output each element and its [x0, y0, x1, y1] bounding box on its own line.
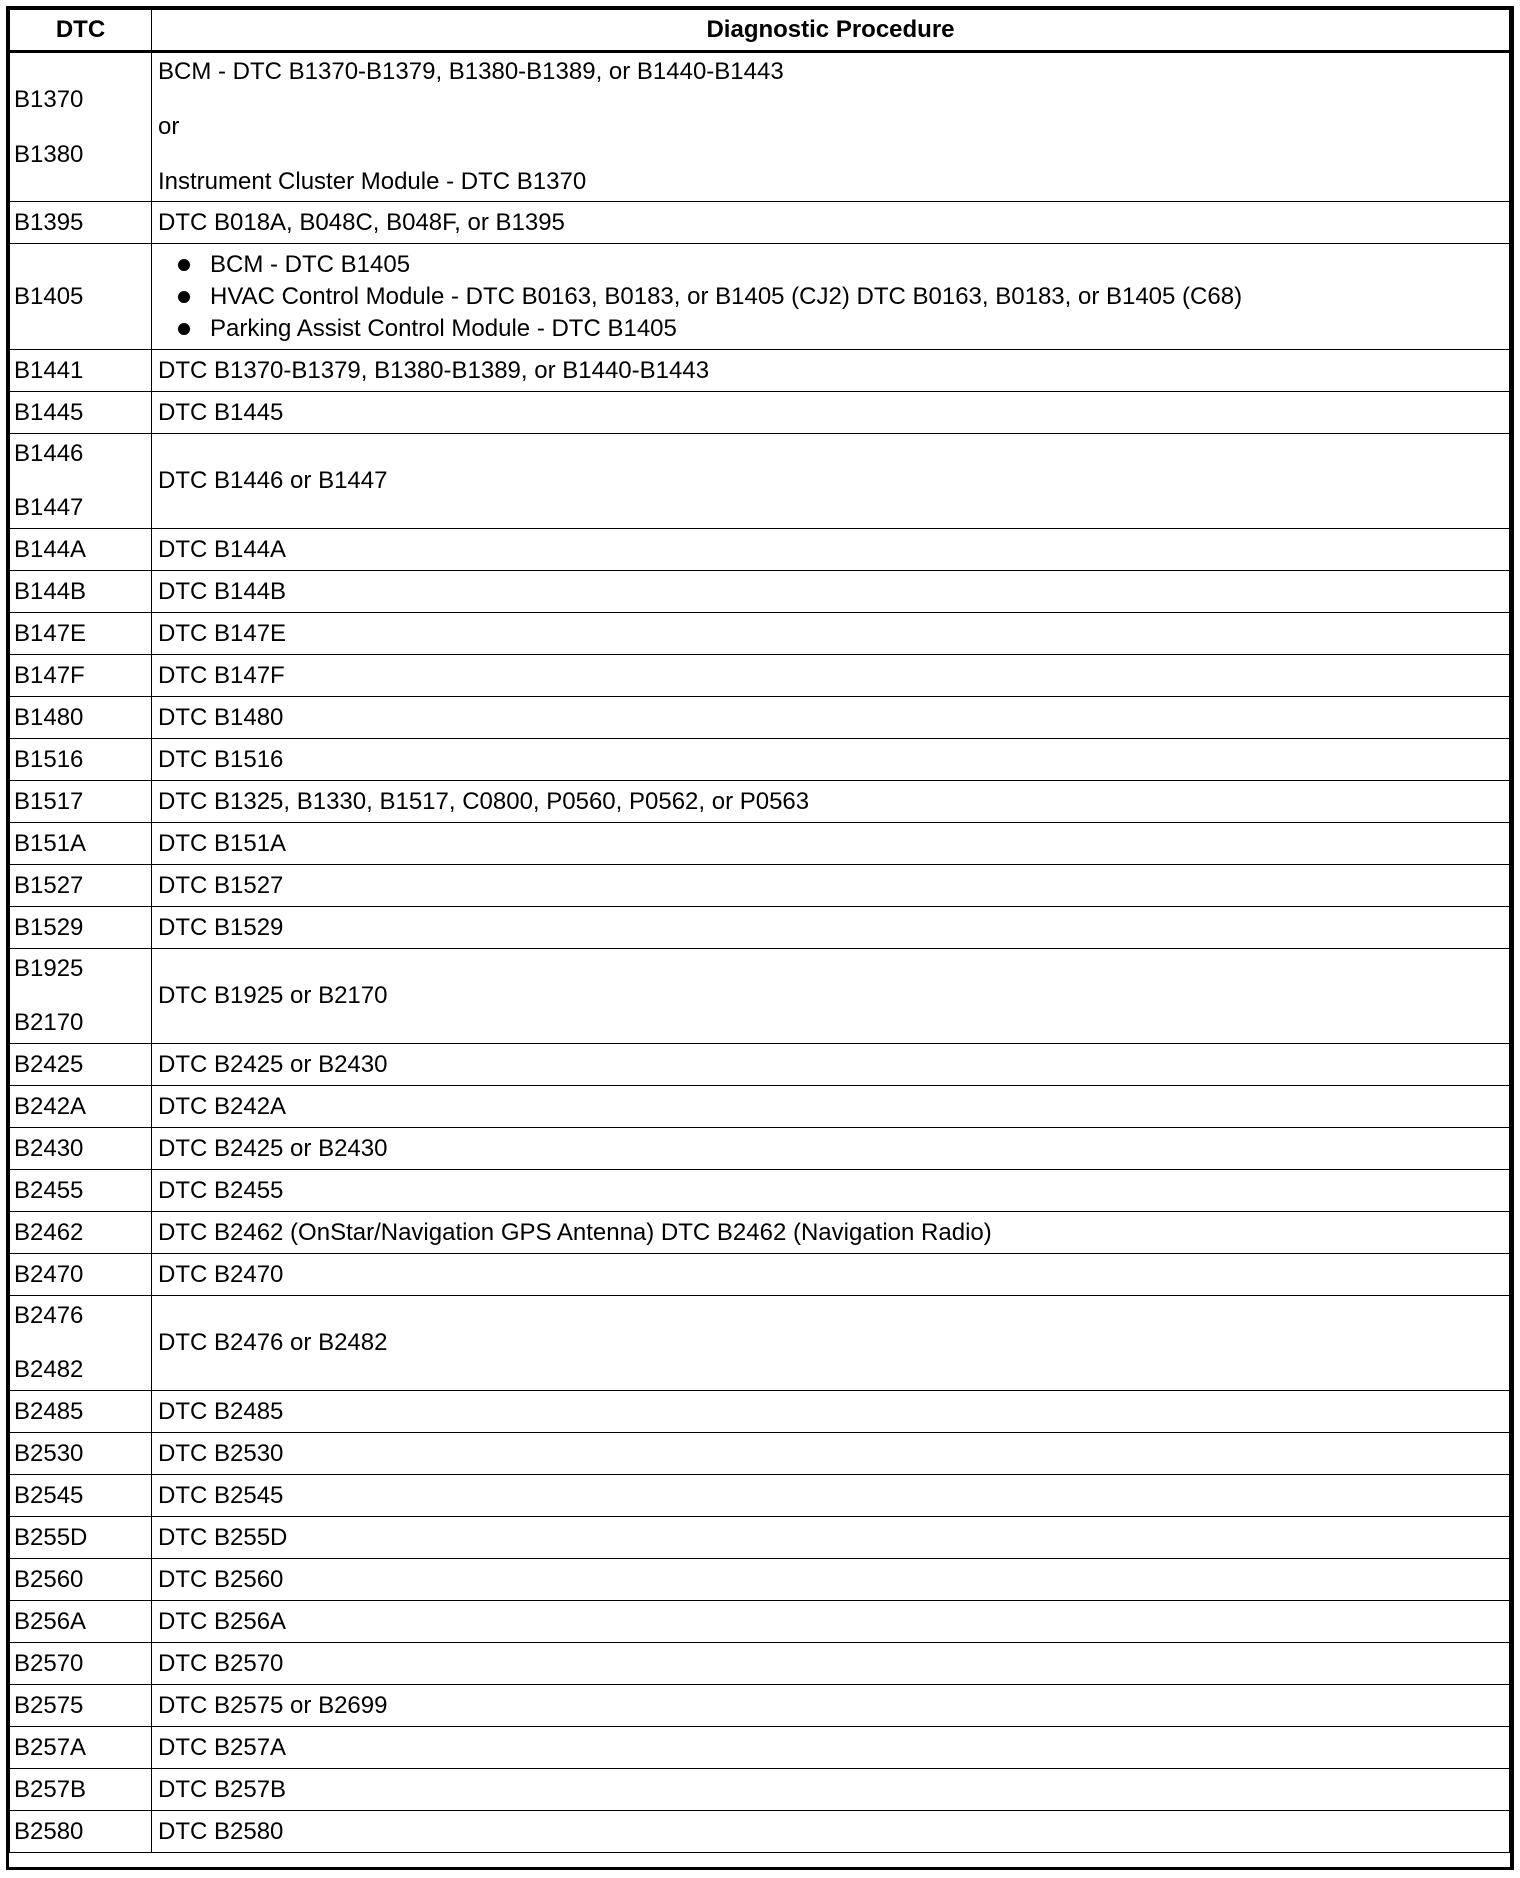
procedure-text: DTC B1480	[158, 703, 284, 731]
diagnostic-procedure-cell	[152, 1475, 1510, 1517]
dtc-code: B1445	[14, 398, 84, 426]
diagnostic-procedure-cell	[152, 1296, 1510, 1391]
procedure-text: DTC B242A	[158, 1092, 287, 1120]
dtc-code-cell	[10, 392, 152, 434]
table-row	[10, 907, 1510, 949]
procedure-text: DTC B2580	[158, 1817, 284, 1845]
dtc-code: B1405	[14, 282, 84, 310]
dtc-code: B1441	[14, 356, 84, 384]
dtc-code-cell	[10, 1128, 152, 1170]
dtc-code-cell	[10, 202, 152, 244]
procedure-text: DTC B2470	[158, 1260, 284, 1288]
table-row	[10, 1601, 1510, 1643]
dtc-code: B147F	[14, 661, 85, 689]
procedure-bullet-item: BCM - DTC B1405	[158, 249, 1503, 281]
table-row	[10, 1254, 1510, 1296]
dtc-code: B1395	[14, 208, 84, 236]
diagnostic-procedure-cell	[152, 655, 1510, 697]
table-row	[10, 1433, 1510, 1475]
dtc-table-page	[6, 6, 1514, 1870]
table-row	[10, 781, 1510, 823]
procedure-text: DTC B1370-B1379, B1380-B1389, or B1440-B1443	[158, 356, 710, 384]
dtc-code-cell	[10, 1254, 152, 1296]
dtc-code-cell	[10, 697, 152, 739]
dtc-procedure-table	[9, 9, 1510, 1853]
dtc-code-cell	[10, 613, 152, 655]
diagnostic-procedure-cell	[152, 1601, 1510, 1643]
diagnostic-procedure-cell	[152, 697, 1510, 739]
procedure-text: DTC B018A, B048C, B048F, or B1395	[158, 208, 565, 236]
table-row	[10, 1727, 1510, 1769]
diagnostic-procedure-cell	[152, 907, 1510, 949]
dtc-code-cell	[10, 529, 152, 571]
dtc-code: B2425	[14, 1050, 84, 1078]
diagnostic-procedure-cell	[152, 739, 1510, 781]
dtc-code: B1516	[14, 745, 84, 773]
diagnostic-procedure-cell	[152, 1044, 1510, 1086]
table-row	[10, 1643, 1510, 1685]
diagnostic-procedure-cell	[152, 244, 1510, 350]
header-diagnostic-procedure: Diagnostic Procedure	[152, 10, 1510, 52]
procedure-text: DTC B255D	[158, 1523, 288, 1551]
procedure-text: DTC B1527	[158, 871, 284, 899]
dtc-code: B144A	[14, 535, 87, 563]
header-dtc: DTC	[10, 10, 152, 52]
dtc-code: B2470	[14, 1260, 84, 1288]
dtc-code-cell	[10, 1559, 152, 1601]
dtc-code: B2575	[14, 1691, 84, 1719]
table-row	[10, 1685, 1510, 1727]
dtc-code-cell	[10, 434, 152, 529]
diagnostic-procedure-cell	[152, 1685, 1510, 1727]
dtc-code: B2170	[14, 1009, 84, 1036]
diagnostic-procedure-cell	[152, 1517, 1510, 1559]
procedure-text: DTC B1925 or B2170	[158, 982, 388, 1009]
dtc-code: B1380	[14, 140, 84, 168]
dtc-code: B147E	[14, 619, 87, 647]
table-row	[10, 1391, 1510, 1433]
dtc-code: B2455	[14, 1176, 84, 1204]
dtc-code-cell	[10, 52, 152, 202]
dtc-code-cell	[10, 1086, 152, 1128]
procedure-text: DTC B2425 or B2430	[158, 1050, 388, 1078]
diagnostic-procedure-cell	[152, 613, 1510, 655]
diagnostic-procedure-cell	[152, 52, 1510, 202]
procedure-text: DTC B1516	[158, 745, 284, 773]
dtc-code: B1480	[14, 703, 84, 731]
procedure-text: Instrument Cluster Module - DTC B1370	[158, 168, 587, 195]
dtc-code-cell	[10, 739, 152, 781]
dtc-code-cell	[10, 1685, 152, 1727]
table-row	[10, 1517, 1510, 1559]
dtc-code-cell	[10, 1433, 152, 1475]
dtc-code-cell	[10, 1044, 152, 1086]
dtc-code-cell	[10, 1170, 152, 1212]
procedure-text: DTC B2425 or B2430	[158, 1134, 388, 1162]
dtc-code: B2482	[14, 1356, 84, 1383]
dtc-code: B257B	[14, 1775, 87, 1803]
table-row	[10, 1086, 1510, 1128]
dtc-code: B2476	[14, 1302, 84, 1329]
diagnostic-procedure-cell	[152, 1559, 1510, 1601]
dtc-code: B255D	[14, 1523, 88, 1551]
dtc-code: B2545	[14, 1481, 84, 1509]
diagnostic-procedure-cell	[152, 392, 1510, 434]
diagnostic-procedure-cell	[152, 350, 1510, 392]
diagnostic-procedure-cell	[152, 1727, 1510, 1769]
table-row	[10, 1475, 1510, 1517]
diagnostic-procedure-cell	[152, 1769, 1510, 1811]
table-header-row	[10, 10, 1510, 52]
dtc-code: B2462	[14, 1218, 84, 1246]
dtc-code-cell	[10, 1601, 152, 1643]
dtc-code: B1517	[14, 787, 84, 815]
dtc-code: B1447	[14, 494, 84, 521]
dtc-code-cell	[10, 865, 152, 907]
dtc-code-cell	[10, 907, 152, 949]
diagnostic-procedure-cell	[152, 434, 1510, 529]
dtc-code: B1370	[14, 85, 84, 113]
dtc-code: B256A	[14, 1607, 87, 1635]
table-row	[10, 1811, 1510, 1853]
dtc-code: B2570	[14, 1649, 84, 1677]
table-row	[10, 1212, 1510, 1254]
table-row	[10, 434, 1510, 529]
procedure-text: DTC B2575 or B2699	[158, 1691, 388, 1719]
table-row	[10, 244, 1510, 350]
procedure-text: BCM - DTC B1370-B1379, B1380-B1389, or B1440-B1443	[158, 58, 784, 85]
dtc-code: B1529	[14, 913, 84, 941]
procedure-text: DTC B144A	[158, 535, 287, 563]
table-row	[10, 949, 1510, 1044]
table-row	[10, 1559, 1510, 1601]
diagnostic-procedure-cell	[152, 949, 1510, 1044]
dtc-code: B2530	[14, 1439, 84, 1467]
procedure-text: DTC B1446 or B1447	[158, 467, 388, 494]
dtc-code-cell	[10, 1811, 152, 1853]
table-row	[10, 202, 1510, 244]
table-row	[10, 571, 1510, 613]
dtc-code-cell	[10, 1727, 152, 1769]
dtc-code: B144B	[14, 577, 87, 605]
diagnostic-procedure-cell	[152, 1643, 1510, 1685]
dtc-code: B1446	[14, 440, 84, 467]
dtc-code-cell	[10, 1212, 152, 1254]
table-row	[10, 823, 1510, 865]
dtc-code: B1925	[14, 955, 84, 982]
procedure-bullet-item: HVAC Control Module - DTC B0163, B0183, or B1405 (CJ2) DTC B0163, B0183, or B1405 (C68)	[158, 281, 1503, 313]
procedure-text: DTC B2455	[158, 1176, 284, 1204]
table-row	[10, 1044, 1510, 1086]
dtc-code-cell	[10, 1769, 152, 1811]
diagnostic-procedure-cell	[152, 1086, 1510, 1128]
procedure-text: DTC B147E	[158, 619, 287, 647]
dtc-code: B2430	[14, 1134, 84, 1162]
procedure-text: DTC B2560	[158, 1565, 284, 1593]
procedure-text: DTC B2462 (OnStar/Navigation GPS Antenna) DTC B2462 (Navigation Radio)	[158, 1218, 992, 1246]
diagnostic-procedure-cell	[152, 1811, 1510, 1853]
dtc-code: B2580	[14, 1817, 84, 1845]
procedure-text: DTC B1529	[158, 913, 284, 941]
diagnostic-procedure-cell	[152, 1433, 1510, 1475]
dtc-code-cell	[10, 244, 152, 350]
table-row	[10, 529, 1510, 571]
table-row	[10, 1128, 1510, 1170]
procedure-text: DTC B257B	[158, 1775, 287, 1803]
procedure-text: DTC B2476 or B2482	[158, 1329, 388, 1356]
dtc-code: B257A	[14, 1733, 87, 1761]
diagnostic-procedure-cell	[152, 1212, 1510, 1254]
table-row	[10, 739, 1510, 781]
diagnostic-procedure-cell	[152, 1391, 1510, 1433]
procedure-text: DTC B1325, B1330, B1517, C0800, P0560, P0562, or P0563	[158, 787, 810, 815]
table-row	[10, 613, 1510, 655]
dtc-code-cell	[10, 781, 152, 823]
procedure-text: DTC B2545	[158, 1481, 284, 1509]
diagnostic-procedure-cell	[152, 781, 1510, 823]
dtc-code-cell	[10, 1475, 152, 1517]
diagnostic-procedure-cell	[152, 1170, 1510, 1212]
procedure-text: DTC B257A	[158, 1733, 287, 1761]
dtc-code-cell	[10, 655, 152, 697]
dtc-code-cell	[10, 1643, 152, 1685]
table-row	[10, 1296, 1510, 1391]
dtc-code-cell	[10, 350, 152, 392]
table-row	[10, 1769, 1510, 1811]
dtc-code-cell	[10, 949, 152, 1044]
table-row	[10, 655, 1510, 697]
procedure-text: DTC B144B	[158, 577, 287, 605]
table-row	[10, 52, 1510, 202]
table-row	[10, 697, 1510, 739]
diagnostic-procedure-cell	[152, 865, 1510, 907]
diagnostic-procedure-cell	[152, 1128, 1510, 1170]
dtc-code-cell	[10, 823, 152, 865]
diagnostic-procedure-cell	[152, 823, 1510, 865]
diagnostic-procedure-cell	[152, 202, 1510, 244]
procedure-text: DTC B151A	[158, 829, 287, 857]
procedure-text: DTC B2485	[158, 1397, 284, 1425]
dtc-code-cell	[10, 1391, 152, 1433]
procedure-bullet-item: Parking Assist Control Module - DTC B1405	[158, 313, 1503, 345]
procedure-bullet-list	[158, 249, 1503, 345]
dtc-code-cell	[10, 1517, 152, 1559]
diagnostic-procedure-cell	[152, 571, 1510, 613]
procedure-text: DTC B2570	[158, 1649, 284, 1677]
table-row	[10, 865, 1510, 907]
procedure-text: DTC B147F	[158, 661, 285, 689]
dtc-code-cell	[10, 1296, 152, 1391]
table-row	[10, 392, 1510, 434]
dtc-code: B1527	[14, 871, 84, 899]
dtc-code: B2560	[14, 1565, 84, 1593]
dtc-code: B151A	[14, 829, 87, 857]
procedure-text: DTC B2530	[158, 1439, 284, 1467]
dtc-code: B2485	[14, 1397, 84, 1425]
dtc-code: B242A	[14, 1092, 87, 1120]
procedure-text: DTC B1445	[158, 398, 284, 426]
procedure-text: DTC B256A	[158, 1607, 287, 1635]
procedure-text: or	[158, 113, 180, 140]
table-row	[10, 350, 1510, 392]
dtc-code-cell	[10, 571, 152, 613]
diagnostic-procedure-cell	[152, 529, 1510, 571]
table-row	[10, 1170, 1510, 1212]
diagnostic-procedure-cell	[152, 1254, 1510, 1296]
table-body	[10, 52, 1510, 1853]
